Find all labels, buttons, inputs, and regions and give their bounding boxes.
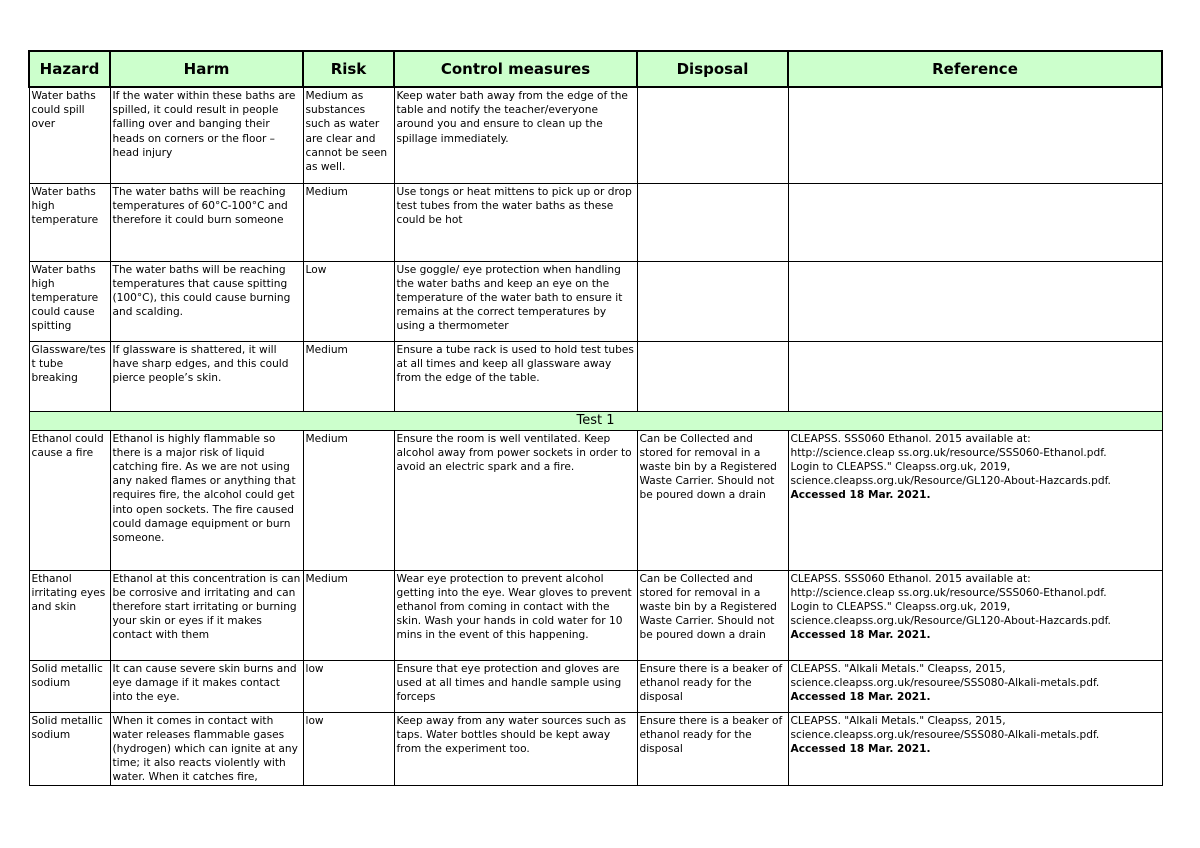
table-row [29,570,1162,660]
hazard-cell: Solid metallic sodium [29,712,110,785]
reference-line: science.cleapss.org.uk/Resource/GL120-About-Hazcards.pdf. [790,475,1111,488]
section-row [29,411,1162,430]
risk-cell: Medium as substances such as water are clear and cannot be seen as well. [303,87,394,183]
header-control-measures: Control measures [394,51,637,87]
hazard-cell: Glassware/test tube breaking [29,341,110,411]
reference-cell [788,712,1162,785]
harm-cell: Ethanol at this concentration is can be corrosive and irritating and can therefore start irritating or burning your skin or eyes if it makes contact with them [110,570,303,660]
hazard-cell: Water baths high temperature [29,183,110,261]
reference-cell [788,341,1162,411]
section-label: Test 1 [29,411,1162,430]
harm-cell: The water baths will be reaching temperatures that cause spitting (100°C), this could cause burning and scalding. [110,261,303,341]
reference-line: http://science.cleap ss.org.uk/resource/SSS060-Ethanol.pdf. [790,446,1107,459]
control-cell: Ensure that eye protection and gloves are used at all times and handle sample using forceps [394,660,637,712]
disposal-cell [637,341,788,411]
header-harm: Harm [110,51,303,87]
accessed-date: Accessed 18 Mar. 2021. [790,489,931,502]
table-body-general [29,87,1162,411]
harm-cell: If glassware is shattered, it will have sharp edges, and this could pierce people’s skin. [110,341,303,411]
disposal-cell: Ensure there is a beaker of ethanol ready for the disposal [637,660,788,712]
control-cell: Keep water bath away from the edge of the table and notify the teacher/everyone around you and ensure to clean up the spillage immediately. [394,87,637,183]
header-risk: Risk [303,51,394,87]
risk-cell: Medium [303,430,394,570]
reference-cell [788,430,1162,570]
disposal-cell: Ensure there is a beaker of ethanol ready for the disposal [637,712,788,785]
table-row [29,87,1162,183]
reference-line: CLEAPSS. SSS060 Ethanol. 2015 available at: [790,572,1031,585]
reference-line: CLEAPSS. SSS060 Ethanol. 2015 available at: [790,432,1031,445]
accessed-date: Accessed 18 Mar. 2021. [790,742,931,755]
harm-cell: The water baths will be reaching temperatures of 60°C-100°C and therefore it could burn someone [110,183,303,261]
disposal-cell [637,261,788,341]
control-cell: Wear eye protection to prevent alcohol getting into the eye. Wear gloves to prevent ethanol from coming in contact with the skin. Wash your hands in cold water for 10 mins in the event of this happening. [394,570,637,660]
disposal-cell [637,87,788,183]
reference-line: CLEAPSS. "Alkali Metals." Cleapss, 2015, [790,714,1006,727]
section-test-1 [29,411,1162,430]
reference-cell [788,660,1162,712]
harm-cell: Ethanol is highly flammable so there is a major risk of liquid catching fire. As we are not using any naked flames or anything that requires fire, the alcohol could get into open sockets. The fire caused could damage equipment or burn someone. [110,430,303,570]
control-cell: Use tongs or heat mittens to pick up or drop test tubes from the water baths as these could be hot [394,183,637,261]
risk-assessment-table [28,50,1163,786]
disposal-cell: Can be Collected and stored for removal in a waste bin by a Registered Waste Carrier. Should not be poured down a drain [637,430,788,570]
risk-cell: Low [303,261,394,341]
reference-line: http://science.cleap ss.org.uk/resource/SSS060-Ethanol.pdf. [790,586,1107,599]
hazard-cell: Ethanol could cause a fire [29,430,110,570]
table-row [29,660,1162,712]
control-cell: Keep away from any water sources such as taps. Water bottles should be kept away from the experiment too. [394,712,637,785]
header-row [29,51,1162,87]
hazard-cell: Ethanol irritating eyes and skin [29,570,110,660]
control-cell: Ensure a tube rack is used to hold test tubes at all times and keep all glassware away from the edge of the table. [394,341,637,411]
hazard-cell: Water baths high temperature could cause spitting [29,261,110,341]
harm-cell: It can cause severe skin burns and eye damage if it makes contact into the eye. [110,660,303,712]
reference-line: science.cleapss.org.uk/resouree/SSS080-Alkali-metals.pdf. [790,676,1100,689]
disposal-cell: Can be Collected and stored for removal in a waste bin by a Registered Waste Carrier. Should not be poured down a drain [637,570,788,660]
accessed-date: Accessed 18 Mar. 2021. [790,629,931,642]
table-body-test-1 [29,430,1162,785]
risk-cell: Medium [303,183,394,261]
reference-cell [788,183,1162,261]
reference-line: science.cleapss.org.uk/resouree/SSS080-Alkali-metals.pdf. [790,728,1100,741]
hazard-cell: Water baths could spill over [29,87,110,183]
reference-cell [788,570,1162,660]
header-disposal: Disposal [637,51,788,87]
accessed-date: Accessed 18 Mar. 2021. [790,690,931,703]
table-row [29,430,1162,570]
risk-cell: Medium [303,341,394,411]
table-row [29,712,1162,785]
reference-line: CLEAPSS. "Alkali Metals." Cleapss, 2015, [790,662,1006,675]
table-row [29,261,1162,341]
reference-line: Login to CLEAPSS." Cleapss.org.uk, 2019, [790,600,1011,613]
risk-cell: Medium [303,570,394,660]
hazard-cell: Solid metallic sodium [29,660,110,712]
reference-cell [788,87,1162,183]
control-cell: Ensure the room is well ventilated. Keep alcohol away from power sockets in order to avoid an electric spark and a fire. [394,430,637,570]
control-cell: Use goggle/ eye protection when handling the water baths and keep an eye on the temperature of the water bath to ensure it remains at the correct temperatures by using a thermometer [394,261,637,341]
table-row [29,183,1162,261]
harm-cell: If the water within these baths are spilled, it could result in people falling over and banging their heads on corners or the floor – head injury [110,87,303,183]
reference-line: Login to CLEAPSS." Cleapss.org.uk, 2019, [790,460,1011,473]
harm-cell: When it comes in contact with water releases flammable gases (hydrogen) which can ignite at any time; it also reacts violently with water. When it catches fire, [110,712,303,785]
risk-cell: low [303,660,394,712]
reference-line: science.cleapss.org.uk/Resource/GL120-About-Hazcards.pdf. [790,615,1111,628]
header-reference: Reference [788,51,1162,87]
table-row [29,341,1162,411]
risk-cell: low [303,712,394,785]
disposal-cell [637,183,788,261]
header-hazard: Hazard [29,51,110,87]
reference-cell [788,261,1162,341]
